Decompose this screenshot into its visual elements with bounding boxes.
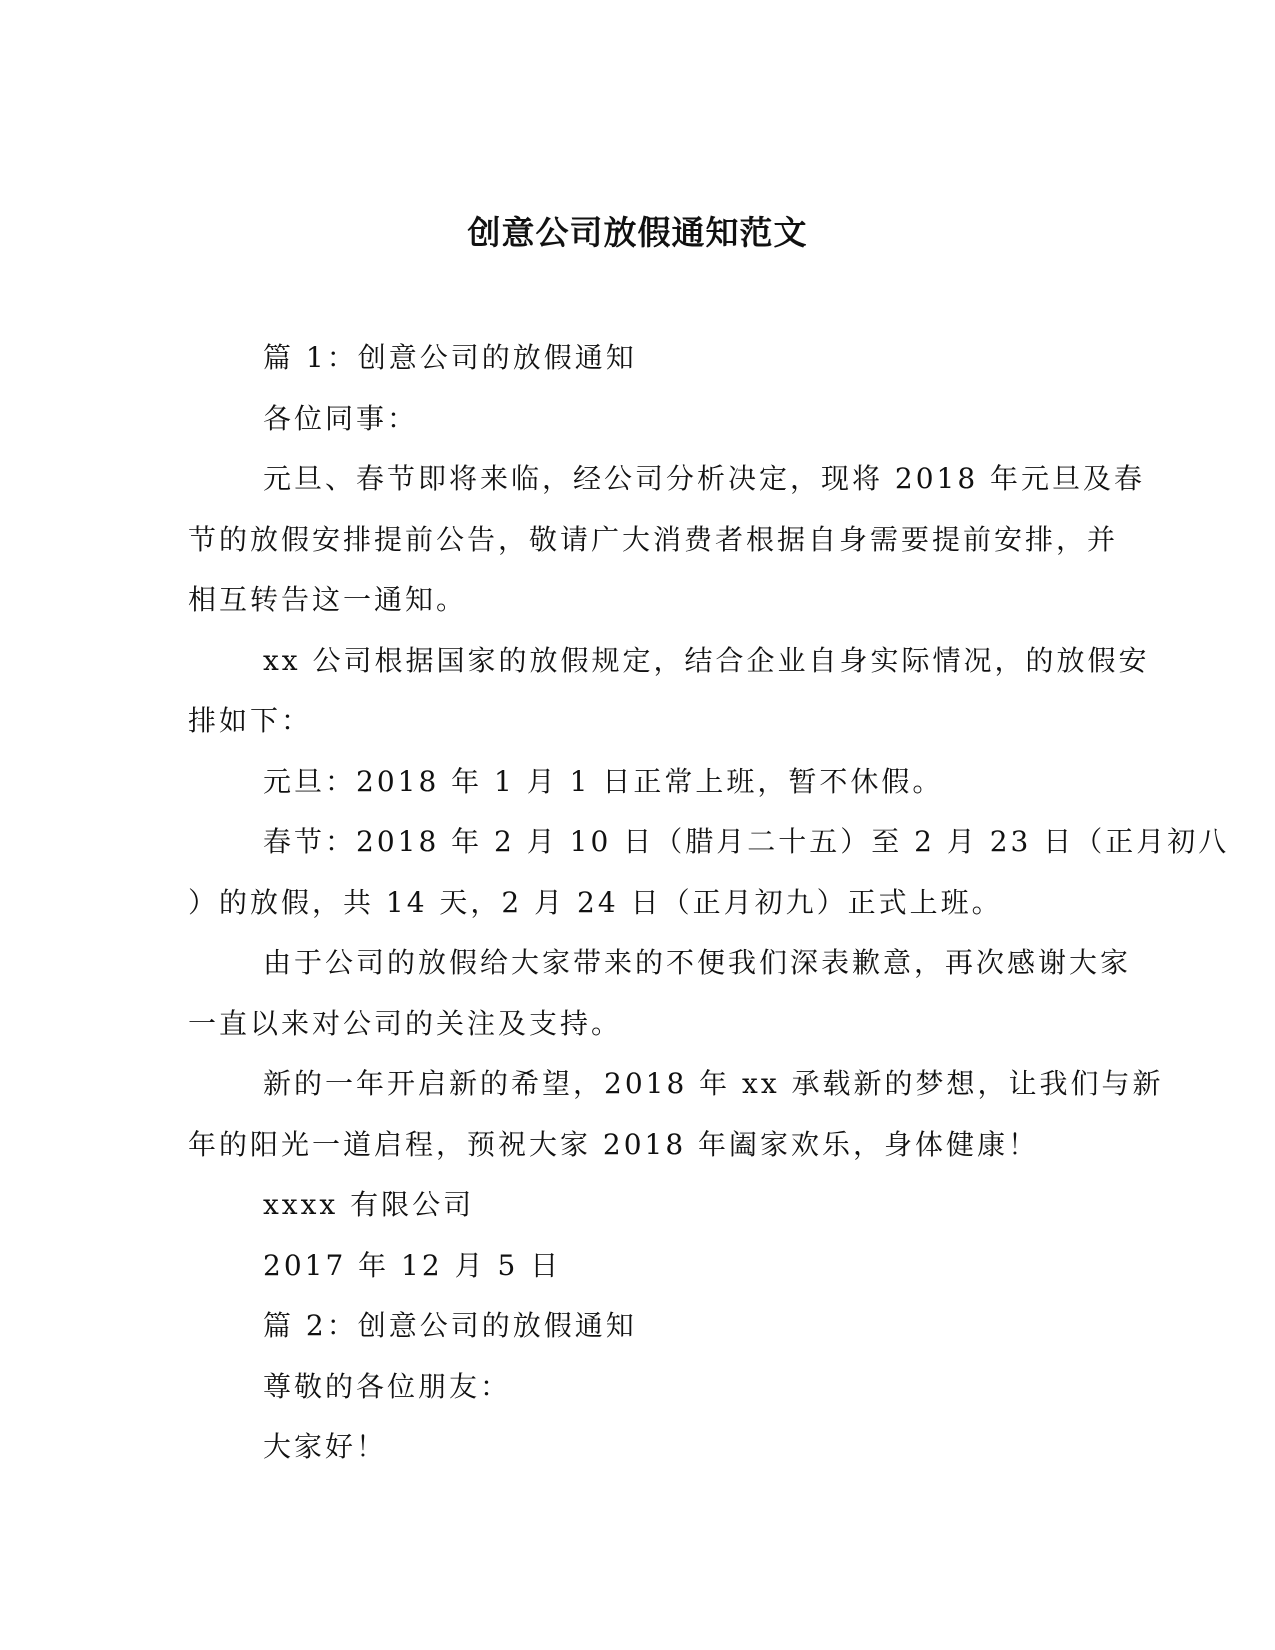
salutation-line: 尊敬的各位朋友： [263,1369,512,1403]
paragraph-line: 相互转告这一通知。 [188,583,468,616]
salutation-line: 各位同事： [263,401,419,435]
paragraph-line: 排如下： [188,704,313,737]
paragraph-line: xx 公司根据国家的放假规定，结合企业自身实际情况，的放假安 [263,643,1150,677]
paragraph-line: 年的阳光一道启程，预祝大家 2018 年阖家欢乐，身体健康！ [188,1127,1040,1161]
signature-company: xxxx 有限公司 [263,1188,475,1221]
paragraph-line: 春节：2018 年 2 月 10 日（腊月二十五）至 2 月 23 日（正月初八 [263,825,1230,858]
document-title: 创意公司放假通知范文 [467,213,808,252]
paragraph-line: 一直以来对公司的关注及支持。 [188,1006,623,1040]
paragraph-line: ）的放假，共 14 天，2 月 24 日（正月初九）正式上班。 [188,885,1003,919]
section-2-heading: 篇 2：创意公司的放假通知 [263,1309,637,1342]
greeting-line: 大家好！ [263,1430,388,1463]
document-body [188,328,1230,1478]
paragraph-line: 新的一年开启新的希望，2018 年 xx 承载新的梦想，让我们与新 [263,1067,1164,1100]
paragraph-line: 由于公司的放假给大家带来的不便我们深表歉意，再次感谢大家 [263,946,1132,979]
paragraph-line: 元旦：2018 年 1 月 1 日正常上班，暂不休假。 [263,764,944,798]
paragraph-line: 元旦、春节即将来临，经公司分析决定，现将 2018 年元旦及春 [263,462,1146,495]
signature-date: 2017 年 12 月 5 日 [263,1248,562,1282]
paragraph-line: 节的放假安排提前公告，敬请广大消费者根据自身需要提前安排，并 [188,522,1119,556]
section-1-heading: 篇 1：创意公司的放假通知 [263,341,637,374]
